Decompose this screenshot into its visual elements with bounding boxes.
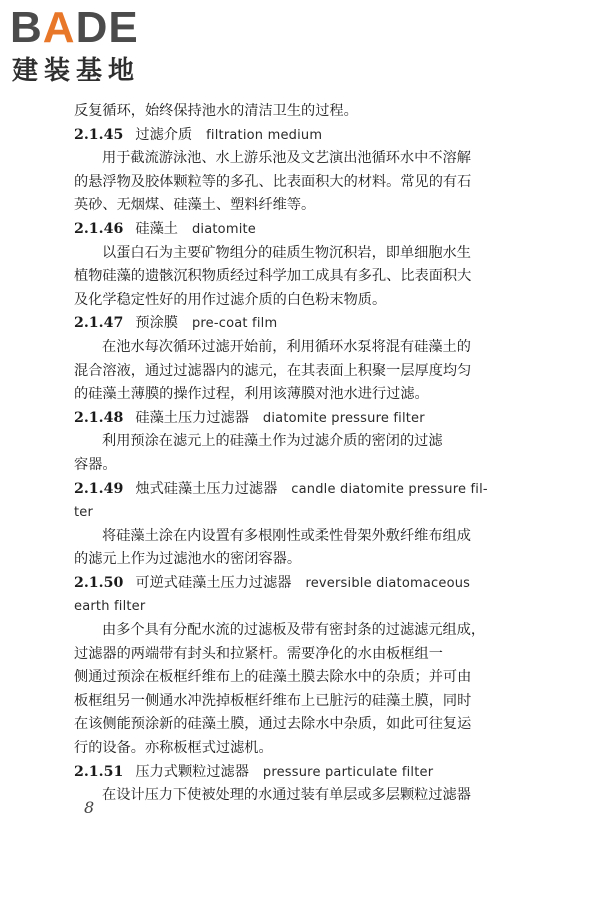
term-heading-2-1-48 xyxy=(74,407,514,431)
term-chinese: 烛式硅藻土压力过滤器 xyxy=(135,480,278,497)
paragraph-line: 板框组另一侧通水冲洗掉板框纤维布上已脏污的硅藻土膜，同时 xyxy=(74,692,472,709)
paragraph-line: 由多个具有分配水流的过滤板及带有密封条的过滤滤元组成， xyxy=(102,622,486,639)
logo-wordmark: BADE xyxy=(10,3,139,52)
paragraph-line: 容器。 xyxy=(74,456,117,473)
paragraph-line: 英砂、无烟煤、硅藻土、塑料纤维等。 xyxy=(74,197,316,214)
term-chinese: 硅藻土 xyxy=(135,220,178,237)
paragraph-line: 植物硅藻的遗骸沉积物质经过科学加工成具有多孔、比表面积大 xyxy=(74,268,472,285)
paragraph-line: 将硅藻土涂在内设置有多根刚性或柔性骨架外敷纤维布组成 xyxy=(102,527,471,544)
logo-subtitle: 建装基地 xyxy=(12,56,141,86)
paragraph-line: 及化学稳定性好的用作过滤介质的白色粉末物质。 xyxy=(74,291,387,308)
term-heading-2-1-46 xyxy=(74,218,514,242)
term-english: diatomite pressure filter xyxy=(262,410,425,426)
paragraph-line: 利用预涂在滤元上的硅藻土作为过滤介质的密闭的过滤 xyxy=(102,433,443,450)
term-chinese: 压力式颗粒过滤器 xyxy=(135,763,249,780)
term-number: 2.1.45 xyxy=(74,126,124,143)
term-english: diatomite xyxy=(191,221,257,237)
paragraph-line: 的硅藻土薄膜的操作过程，利用该薄膜对池水进行过滤。 xyxy=(74,386,429,403)
document-body xyxy=(74,100,514,808)
paragraph-line: 在设计压力下使被处理的水通过装有单层或多层颗粒过滤器 xyxy=(102,787,471,804)
term-heading-2-1-47 xyxy=(74,312,514,336)
term-heading-2-1-50 xyxy=(74,572,514,596)
term-chinese: 可逆式硅藻土压力过滤器 xyxy=(135,574,292,591)
term-heading-2-1-49 xyxy=(74,478,514,502)
paragraph-line: 以蛋白石为主要矿物组分的硅质生物沉积岩，即单细胞水生 xyxy=(102,244,471,261)
term-number: 2.1.50 xyxy=(74,574,124,591)
term-number: 2.1.51 xyxy=(74,763,124,780)
page-number: 8 xyxy=(84,798,95,817)
paragraph-line: 过滤器的两端带有封头和拉紧杆。需要净化的水由板框组一 xyxy=(74,645,443,662)
paragraph-line: 在该侧能预涂新的硅藻土膜，通过去除水中杂质，如此可往复运 xyxy=(74,716,472,733)
term-english: candle diatomite pressure fil- xyxy=(291,481,488,497)
paragraph-line: 在池水每次循环过滤开始前，利用循环水泵将混有硅藻土的 xyxy=(102,338,471,355)
term-chinese: 预涂膜 xyxy=(135,315,178,332)
term-english: pressure particulate filter xyxy=(262,764,434,780)
term-english: pre-coat film xyxy=(191,316,278,332)
term-english-continued: ter xyxy=(74,505,94,521)
term-chinese: 过滤介质 xyxy=(135,126,193,143)
term-heading-2-1-45 xyxy=(74,124,514,148)
term-chinese: 硅藻土压力过滤器 xyxy=(135,409,249,426)
paragraph-line: 反复循环，始终保持池水的清洁卫生的过程。 xyxy=(74,103,358,119)
paragraph-line: 混合溶液，通过过滤器内的滤元，在其表面上积聚一层厚度均匀 xyxy=(74,362,472,379)
term-number: 2.1.47 xyxy=(74,315,124,332)
paragraph-line: 的滤元上作为过滤池水的密闭容器。 xyxy=(74,551,302,568)
term-number: 2.1.48 xyxy=(74,409,124,426)
term-english: reversible diatomaceous xyxy=(305,575,471,591)
term-heading-2-1-51 xyxy=(74,761,514,785)
term-english: filtration medium xyxy=(206,127,323,143)
paragraph-line: 侧通过预涂在板框纤维布上的硅藻土膜去除水中的杂质；并可由 xyxy=(74,669,472,686)
term-number: 2.1.46 xyxy=(74,220,124,237)
term-english-continued: earth filter xyxy=(74,599,146,615)
paragraph-line: 行的设备。亦称板框式过滤机。 xyxy=(74,740,273,757)
paragraph-line: 用于截流游泳池、水上游乐池及文艺演出池循环水中不溶解 xyxy=(102,150,471,167)
bade-logo xyxy=(10,4,180,86)
term-number: 2.1.49 xyxy=(74,480,124,497)
paragraph-line: 的悬浮物及胶体颗粒等的多孔、比表面积大的材料。常见的有石 xyxy=(74,173,472,190)
